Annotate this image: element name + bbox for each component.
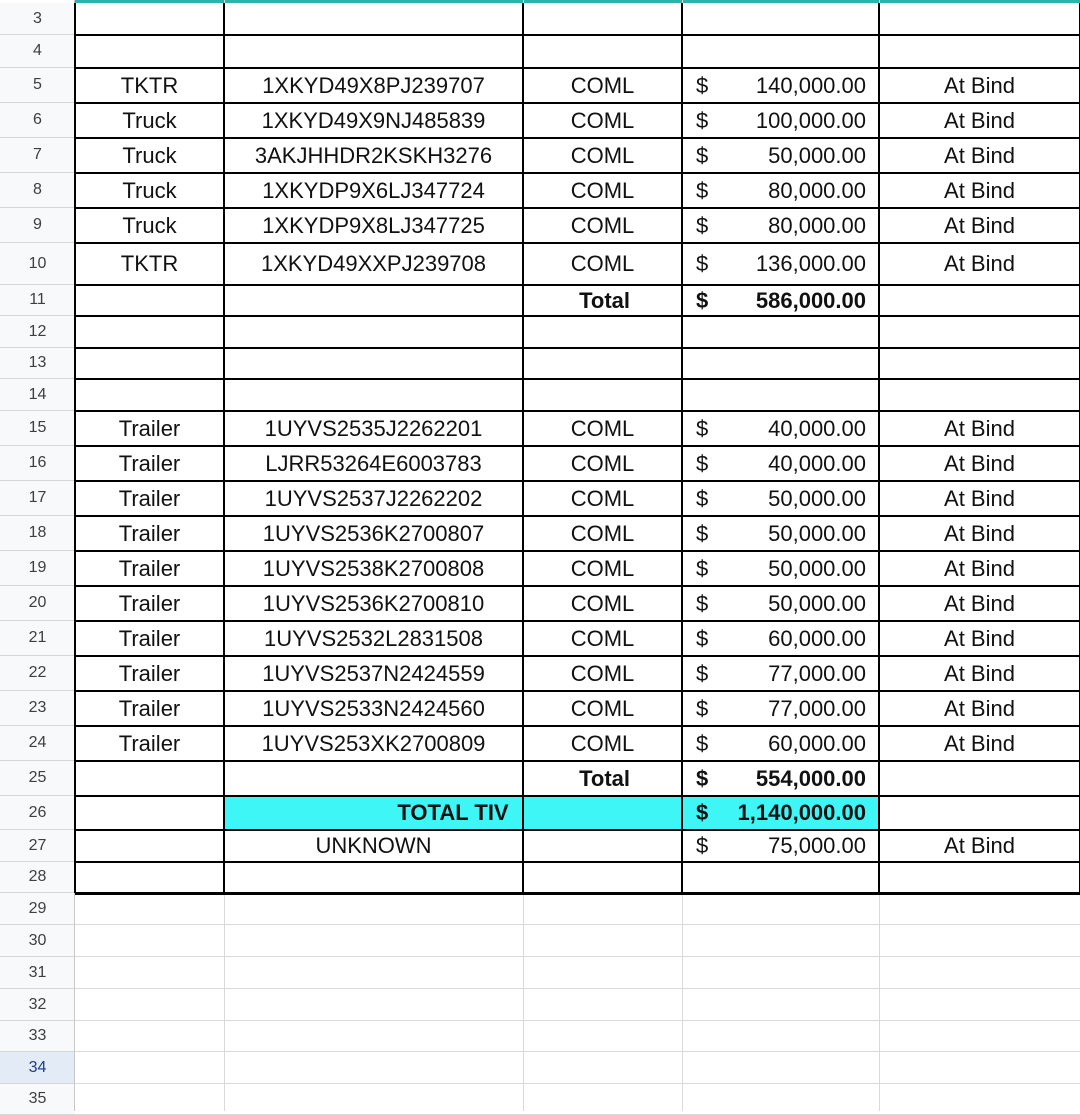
total-tiv-amount[interactable]: 1,140,000.00	[737, 800, 866, 825]
cell-vin[interactable]: 1XKYDP9X8LJ347725	[262, 212, 485, 238]
row-header[interactable]: 20	[0, 586, 75, 621]
cell-use[interactable]: COML	[570, 590, 635, 616]
row-gridline	[75, 956, 1080, 957]
row-header[interactable]: 8	[0, 173, 75, 208]
cell-amount[interactable]: 100,000.00	[755, 107, 866, 133]
table-border-bottom	[75, 893, 1080, 895]
cell-use[interactable]: COML	[570, 520, 635, 546]
cell-currency-symbol[interactable]: $	[696, 107, 709, 133]
row-gridline	[75, 1051, 1080, 1052]
cell-currency-symbol[interactable]: $	[696, 415, 709, 441]
row-header[interactable]: 19	[0, 551, 75, 586]
cell-currency-symbol[interactable]: $	[696, 212, 709, 238]
cell-type[interactable]: Trailer	[118, 555, 181, 581]
cell-status[interactable]: At Bind	[944, 695, 1015, 721]
trailer-total-amount[interactable]: 554,000.00	[755, 765, 866, 791]
row-header[interactable]: 32	[0, 989, 75, 1021]
cell-use[interactable]: COML	[570, 415, 635, 441]
cell-amount[interactable]: 80,000.00	[768, 212, 866, 238]
cell-status[interactable]: At Bind	[944, 730, 1015, 756]
row-gridline	[75, 988, 1080, 989]
row-header[interactable]: 28	[0, 862, 75, 893]
row-gridline	[75, 1083, 1080, 1084]
cell-amount[interactable]: 40,000.00	[768, 450, 866, 476]
cell-currency-symbol[interactable]: $	[696, 660, 709, 686]
cell-type[interactable]: Trailer	[118, 485, 181, 511]
cell-use[interactable]: COML	[570, 555, 635, 581]
row-header[interactable]: 12	[0, 316, 75, 348]
truck-total-amount[interactable]: 586,000.00	[755, 287, 866, 313]
cell-vin[interactable]: 1UYVS2535J2262201	[264, 415, 483, 441]
cell-vin[interactable]: 1UYVS2536K2700807	[262, 520, 485, 546]
truck-total-label[interactable]: Total	[579, 287, 630, 313]
row-header[interactable]: 29	[0, 893, 75, 925]
cell-currency-symbol[interactable]: $	[696, 485, 709, 511]
cell-type[interactable]: Trailer	[118, 695, 181, 721]
row-header[interactable]: 21	[0, 621, 75, 656]
row-header[interactable]: 4	[0, 35, 75, 68]
row-header[interactable]: 34	[0, 1052, 75, 1084]
cell-amount[interactable]: 50,000.00	[768, 520, 866, 546]
cell-status[interactable]: At Bind	[944, 660, 1015, 686]
cell-currency-symbol[interactable]: $	[696, 450, 709, 476]
row-header[interactable]: 22	[0, 656, 75, 691]
cell-use[interactable]: COML	[570, 107, 635, 133]
cell-use[interactable]: COML	[570, 660, 635, 686]
cell-type[interactable]: Trailer	[118, 730, 181, 756]
row-header[interactable]: 31	[0, 957, 75, 989]
cell-amount[interactable]: 50,000.00	[768, 485, 866, 511]
row-header[interactable]: 27	[0, 830, 75, 862]
cell-type[interactable]: Trailer	[118, 450, 181, 476]
table-border-horizontal	[75, 347, 1080, 349]
table-border-horizontal	[75, 34, 1080, 36]
cell-amount[interactable]: 136,000.00	[755, 251, 866, 276]
row-header[interactable]: 9	[0, 208, 75, 243]
row-header[interactable]: 3	[0, 3, 75, 35]
cell-vin[interactable]: 1UYVS2537N2424559	[262, 660, 485, 686]
cell-type[interactable]: Truck	[122, 212, 177, 238]
cell-use[interactable]: COML	[570, 177, 635, 203]
cell-type[interactable]: TKTR	[120, 72, 179, 98]
cell-amount[interactable]: 60,000.00	[768, 730, 866, 756]
cell-vin[interactable]: 1UYVS2536K2700810	[262, 590, 485, 616]
cell-currency-symbol[interactable]: $	[696, 177, 709, 203]
row-header[interactable]: 23	[0, 691, 75, 726]
cell-use[interactable]: COML	[570, 72, 635, 98]
cell-currency-symbol[interactable]: $	[696, 142, 709, 168]
frozen-row-edge	[75, 0, 1080, 3]
cell-amount[interactable]: 60,000.00	[768, 625, 866, 651]
cell-amount[interactable]: 77,000.00	[768, 660, 866, 686]
cell-type[interactable]: Truck	[122, 107, 177, 133]
row-header[interactable]: 25	[0, 761, 75, 796]
cell-type[interactable]: Trailer	[118, 415, 181, 441]
cell-vin[interactable]: 1XKYDP9X6LJ347724	[262, 177, 485, 203]
cell-type[interactable]: Truck	[122, 177, 177, 203]
cell-vin[interactable]: 1UYVS2538K2700808	[262, 555, 485, 581]
total-tiv-label[interactable]: TOTAL TIV	[397, 800, 509, 825]
cell-use[interactable]: COML	[570, 142, 635, 168]
row-header[interactable]: 13	[0, 348, 75, 379]
cell-currency-symbol[interactable]: $	[696, 625, 709, 651]
table-border-horizontal	[75, 378, 1080, 380]
cell-vin[interactable]: 1XKYD49X9NJ485839	[261, 107, 486, 133]
row-header[interactable]: 18	[0, 516, 75, 551]
row-header[interactable]: 14	[0, 379, 75, 411]
cell-use[interactable]: COML	[570, 251, 635, 276]
cell-status[interactable]: At Bind	[944, 177, 1015, 203]
cell-type[interactable]: Truck	[122, 142, 177, 168]
cell-currency-symbol[interactable]: $	[696, 730, 709, 756]
row-header[interactable]: 16	[0, 446, 75, 481]
truck-total-currency[interactable]: $	[696, 287, 709, 313]
cell-type[interactable]: Trailer	[118, 625, 181, 651]
row-header[interactable]: 6	[0, 103, 75, 138]
cell-vin[interactable]: 1XKYD49X8PJ239707	[262, 72, 485, 98]
row-header[interactable]: 7	[0, 138, 75, 173]
row-gridline	[75, 1020, 1080, 1021]
cell-currency-symbol[interactable]: $	[696, 555, 709, 581]
cell-status[interactable]: At Bind	[944, 485, 1015, 511]
cell-amount[interactable]: 50,000.00	[768, 142, 866, 168]
unknown-status[interactable]: At Bind	[944, 833, 1015, 858]
cell-use[interactable]: COML	[570, 450, 635, 476]
cell-type[interactable]: TKTR	[120, 251, 179, 276]
unknown-label[interactable]: UNKNOWN	[315, 833, 432, 858]
row-header[interactable]: 17	[0, 481, 75, 516]
cell-status[interactable]: At Bind	[944, 107, 1015, 133]
cell-use[interactable]: COML	[570, 212, 635, 238]
cell-status[interactable]: At Bind	[944, 415, 1015, 441]
cell-amount[interactable]: 140,000.00	[755, 72, 866, 98]
cell-currency-symbol[interactable]: $	[696, 520, 709, 546]
cell-use[interactable]: COML	[570, 730, 635, 756]
cell-vin[interactable]: 1UYVS253XK2700809	[261, 730, 486, 756]
cell-vin[interactable]: LJRR53264E6003783	[265, 450, 482, 476]
cell-type[interactable]: Trailer	[118, 660, 181, 686]
cell-amount[interactable]: 50,000.00	[768, 590, 866, 616]
cell-currency-symbol[interactable]: $	[696, 72, 709, 98]
row-header[interactable]: 11	[0, 285, 75, 316]
cell-status[interactable]: At Bind	[944, 142, 1015, 168]
total-tiv-currency[interactable]: $	[696, 800, 709, 825]
cell-status[interactable]: At Bind	[944, 72, 1015, 98]
cell-use[interactable]: COML	[570, 625, 635, 651]
cell-status[interactable]: At Bind	[944, 450, 1015, 476]
trailer-total-label[interactable]: Total	[579, 765, 630, 791]
cell-status[interactable]: At Bind	[944, 590, 1015, 616]
cell-amount[interactable]: 80,000.00	[768, 177, 866, 203]
row-header[interactable]: 30	[0, 925, 75, 957]
cell-use[interactable]: COML	[570, 485, 635, 511]
unknown-amount[interactable]: 75,000.00	[768, 833, 866, 858]
cell-vin[interactable]: 3AKJHHDR2KSKH3276	[254, 142, 493, 168]
cell-vin[interactable]: 1UYVS2533N2424560	[262, 695, 485, 721]
row-header[interactable]: 15	[0, 411, 75, 446]
cell-currency-symbol[interactable]: $	[696, 590, 709, 616]
cell-status[interactable]: At Bind	[944, 212, 1015, 238]
cell-status[interactable]: At Bind	[944, 520, 1015, 546]
cell-amount[interactable]: 77,000.00	[768, 695, 866, 721]
cell-type[interactable]: Trailer	[118, 520, 181, 546]
cell-status[interactable]: At Bind	[944, 555, 1015, 581]
cell-use[interactable]: COML	[570, 695, 635, 721]
cell-status[interactable]: At Bind	[944, 625, 1015, 651]
cell-type[interactable]: Trailer	[118, 590, 181, 616]
row-header[interactable]: 5	[0, 68, 75, 103]
cell-amount[interactable]: 50,000.00	[768, 555, 866, 581]
cell-vin[interactable]: 1XKYD49XXPJ239708	[260, 251, 487, 276]
trailer-total-currency[interactable]: $	[696, 765, 709, 791]
cell-currency-symbol[interactable]: $	[696, 251, 709, 276]
row-header[interactable]: 33	[0, 1021, 75, 1052]
row-header[interactable]: 10	[0, 243, 75, 285]
row-gridline	[75, 924, 1080, 925]
cell-vin[interactable]: 1UYVS2537J2262202	[264, 485, 483, 511]
cell-status[interactable]: At Bind	[944, 251, 1015, 276]
row-header[interactable]: 26	[0, 796, 75, 830]
cell-amount[interactable]: 40,000.00	[768, 415, 866, 441]
cell-vin[interactable]: 1UYVS2532L2831508	[264, 625, 483, 651]
row-header[interactable]: 35	[0, 1084, 75, 1115]
cell-currency-symbol[interactable]: $	[696, 695, 709, 721]
row-header[interactable]: 24	[0, 726, 75, 761]
unknown-currency[interactable]: $	[696, 833, 709, 858]
